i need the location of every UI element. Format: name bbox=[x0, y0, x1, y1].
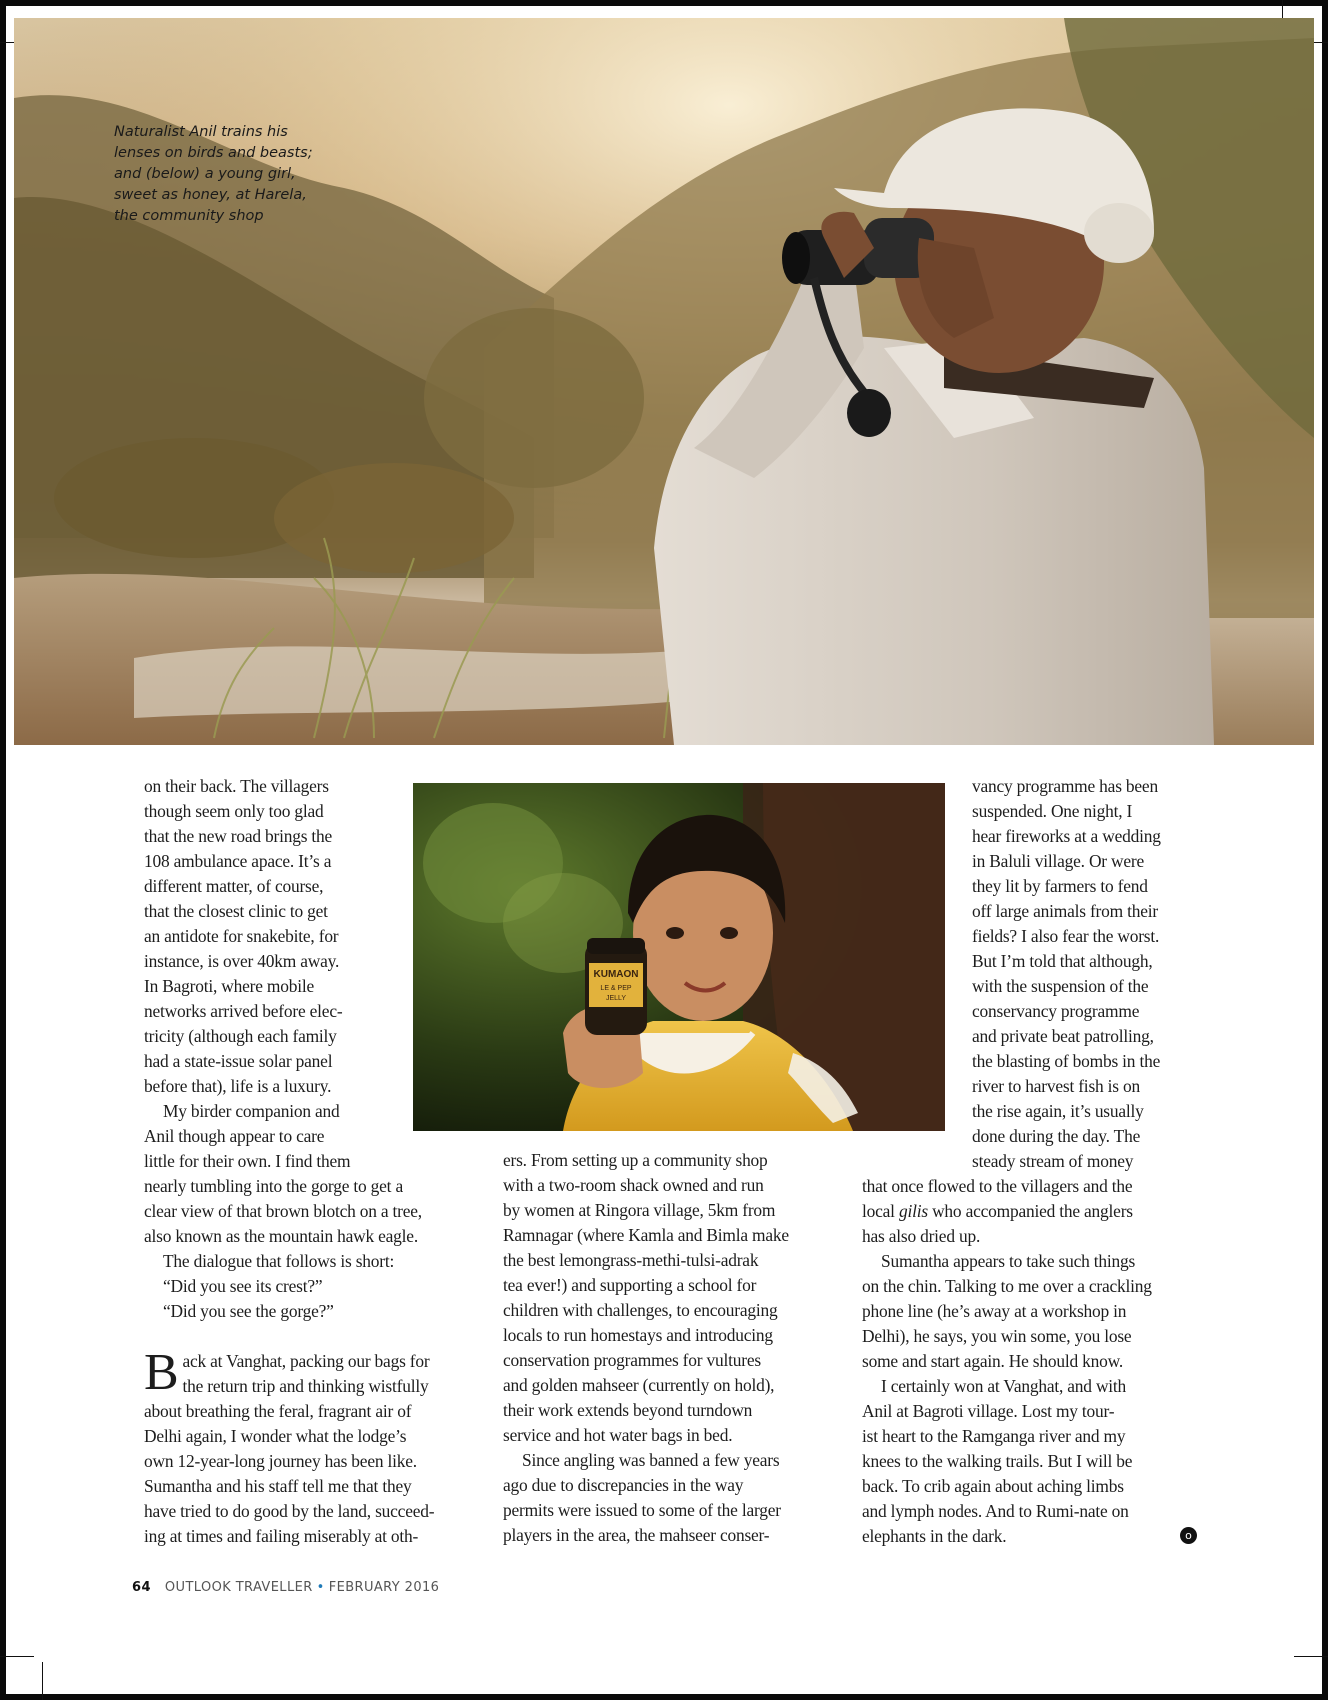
text-line: and golden mahseer (currently on hold), bbox=[503, 1375, 775, 1395]
text-line: on their back. The villagers bbox=[144, 776, 329, 796]
caption-line: the community shop bbox=[114, 208, 264, 224]
text-line: off large animals from their bbox=[972, 901, 1158, 921]
paragraph bbox=[972, 774, 1312, 1174]
text-line: “Did you see its crest?” bbox=[163, 1276, 323, 1296]
text-line: have tried to do good by the land, succeed- bbox=[144, 1501, 435, 1521]
text-line: the blasting of bombs in the bbox=[972, 1051, 1161, 1071]
text-line: clear view of that brown blotch on a tree, bbox=[144, 1201, 422, 1221]
text-line: In Bagroti, where mobile bbox=[144, 976, 315, 996]
hero-photo bbox=[14, 18, 1314, 745]
text-line: nearly tumbling into the gorge to get a bbox=[144, 1176, 403, 1196]
paragraph bbox=[862, 1374, 1222, 1549]
text-line: by women at Ringora village, 5km from bbox=[503, 1200, 776, 1220]
text-line: with the suspension of the bbox=[972, 976, 1149, 996]
inset-photo-illustration bbox=[413, 783, 945, 1131]
text-line: service and hot water bags in bed. bbox=[503, 1425, 733, 1445]
caption-line: and (below) a young girl, bbox=[114, 166, 296, 182]
caption-line: sweet as honey, at Harela, bbox=[114, 187, 307, 203]
caption-line: Naturalist Anil trains his bbox=[114, 124, 288, 140]
footer-separator: • bbox=[316, 1580, 325, 1595]
text-line: conservation programmes for vultures bbox=[503, 1350, 761, 1370]
text-line: that the new road brings the bbox=[144, 826, 333, 846]
text-column-3-lower bbox=[862, 1174, 1222, 1549]
text-line: Delhi again, I wonder what the lodge’s bbox=[144, 1426, 407, 1446]
text-line: has also dried up. bbox=[862, 1226, 981, 1246]
text-line: steady stream of money bbox=[972, 1151, 1134, 1171]
jar-label-line: JELLY bbox=[605, 995, 627, 1002]
publication-name: OUTLOOK TRAVELLER bbox=[164, 1580, 313, 1595]
text-line: “Did you see the gorge?” bbox=[163, 1301, 334, 1321]
text-line: Since angling was banned a few years bbox=[522, 1450, 780, 1470]
caption-line: lenses on birds and beasts; bbox=[114, 145, 313, 161]
text-line: who accompanied the anglers bbox=[927, 1201, 1133, 1221]
text-line: Sumantha appears to take such things bbox=[881, 1251, 1136, 1271]
drop-cap: B bbox=[144, 1344, 179, 1401]
text-line: ago due to discrepancies in the way bbox=[503, 1475, 744, 1495]
text-line: Ramnagar (where Kamla and Bimla make bbox=[503, 1225, 789, 1245]
text-line: tricity (although each family bbox=[144, 1026, 337, 1046]
emphasis: gilis bbox=[898, 1201, 928, 1221]
text-line: river to harvest fish is on bbox=[972, 1076, 1140, 1096]
jar-label-line: LE & PEP bbox=[600, 985, 632, 992]
text-line: networks arrived before elec- bbox=[144, 1001, 343, 1021]
text-line: and private beat patrolling, bbox=[972, 1026, 1154, 1046]
text-column-3 bbox=[972, 774, 1312, 1174]
text-line: their work extends beyond turndown bbox=[503, 1400, 753, 1420]
text-line: hear fireworks at a wedding bbox=[972, 826, 1161, 846]
crop-mark bbox=[1294, 1656, 1328, 1657]
text-line: knees to the walking trails. But I will be bbox=[862, 1451, 1133, 1471]
text-line: tea ever!) and supporting a school for bbox=[503, 1275, 757, 1295]
issue-date: FEBRUARY 2016 bbox=[328, 1580, 440, 1595]
text-line: about breathing the feral, fragrant air of bbox=[144, 1401, 412, 1421]
page-footer bbox=[132, 1580, 439, 1595]
text-line: the rise again, it’s usually bbox=[972, 1101, 1144, 1121]
text-line: back. To crib again about aching limbs bbox=[862, 1476, 1124, 1496]
paragraph bbox=[144, 1099, 489, 1249]
text-line: locals to run homestays and introducing bbox=[503, 1325, 773, 1345]
text-line: Anil at Bagroti village. Lost my tour- bbox=[862, 1401, 1115, 1421]
text-line: ist heart to the Ramganga river and my bbox=[862, 1426, 1126, 1446]
end-of-article-icon: o bbox=[1180, 1527, 1197, 1544]
text-line: children with challenges, to encouraging bbox=[503, 1300, 778, 1320]
text-line: local bbox=[862, 1201, 899, 1221]
text-line: 108 ambulance apace. It’s a bbox=[144, 851, 332, 871]
text-line: Sumantha and his staff tell me that they bbox=[144, 1476, 412, 1496]
text-line: they lit by farmers to fend bbox=[972, 876, 1148, 896]
text-line: ing at times and failing miserably at oth- bbox=[144, 1526, 419, 1546]
text-column-2 bbox=[503, 1148, 848, 1548]
text-line: in Baluli village. Or were bbox=[972, 851, 1145, 871]
text-line: had a state-issue solar panel bbox=[144, 1051, 333, 1071]
crop-mark bbox=[42, 1662, 43, 1700]
text-line: ack at Vanghat, packing our bags for bbox=[182, 1351, 430, 1371]
text-line: I certainly won at Vanghat, and with bbox=[881, 1376, 1127, 1396]
text-line: The dialogue that follows is short: bbox=[163, 1251, 395, 1271]
text-line: Anil though appear to care bbox=[144, 1126, 325, 1146]
text-line: on the chin. Talking to me over a crackling bbox=[862, 1276, 1152, 1296]
text-line: with a two-room shack owned and run bbox=[503, 1175, 764, 1195]
text-line: elephants in the dark. bbox=[862, 1526, 1007, 1546]
text-line: different matter, of course, bbox=[144, 876, 324, 896]
paragraph bbox=[144, 1249, 489, 1274]
text-line: though seem only too glad bbox=[144, 801, 324, 821]
text-line: ers. From setting up a community shop bbox=[503, 1150, 768, 1170]
text-line: the best lemongrass-methi-tulsi-adrak bbox=[503, 1250, 759, 1270]
text-line: own 12-year-long journey has been like. bbox=[144, 1451, 417, 1471]
text-line: an antidote for snakebite, for bbox=[144, 926, 339, 946]
text-line: conservancy programme bbox=[972, 1001, 1140, 1021]
text-line: suspended. One night, I bbox=[972, 801, 1133, 821]
text-line: permits were issued to some of the larger bbox=[503, 1500, 781, 1520]
text-line: before that), life is a luxury. bbox=[144, 1076, 332, 1096]
text-line: little for their own. I find them bbox=[144, 1151, 351, 1171]
inset-photo bbox=[413, 783, 945, 1131]
text-line: some and start again. He should know. bbox=[862, 1351, 1123, 1371]
text-line: that the closest clinic to get bbox=[144, 901, 328, 921]
text-line: But I’m told that although, bbox=[972, 951, 1153, 971]
paragraph bbox=[144, 1274, 489, 1299]
paragraph bbox=[503, 1148, 848, 1448]
text-line: and lymph nodes. And to Rumi-nate on bbox=[862, 1501, 1129, 1521]
text-line: the return trip and thinking wistfully bbox=[182, 1376, 429, 1396]
text-line: that once flowed to the villagers and the bbox=[862, 1176, 1133, 1196]
paragraph bbox=[862, 1174, 1222, 1249]
text-column-1 bbox=[144, 774, 489, 1549]
paragraph bbox=[862, 1249, 1222, 1374]
photo-caption bbox=[114, 122, 314, 227]
text-line: fields? I also fear the worst. bbox=[972, 926, 1160, 946]
page-number: 64 bbox=[132, 1580, 151, 1595]
text-line: players in the area, the mahseer conser- bbox=[503, 1525, 770, 1545]
crop-mark bbox=[0, 1656, 34, 1657]
text-line: vancy programme has been bbox=[972, 776, 1158, 796]
text-line: My birder companion and bbox=[163, 1101, 340, 1121]
text-line: also known as the mountain hawk eagle. bbox=[144, 1226, 418, 1246]
text-line: instance, is over 40km away. bbox=[144, 951, 340, 971]
paragraph bbox=[144, 774, 489, 1099]
paragraph bbox=[503, 1448, 848, 1548]
paragraph bbox=[144, 1299, 489, 1324]
text-line: phone line (he’s away at a workshop in bbox=[862, 1301, 1127, 1321]
jar-label-brand: KUMAON bbox=[593, 969, 639, 980]
paragraph bbox=[144, 1344, 489, 1549]
text-line: done during the day. The bbox=[972, 1126, 1141, 1146]
text-line: Delhi), he says, you win some, you lose bbox=[862, 1326, 1132, 1346]
